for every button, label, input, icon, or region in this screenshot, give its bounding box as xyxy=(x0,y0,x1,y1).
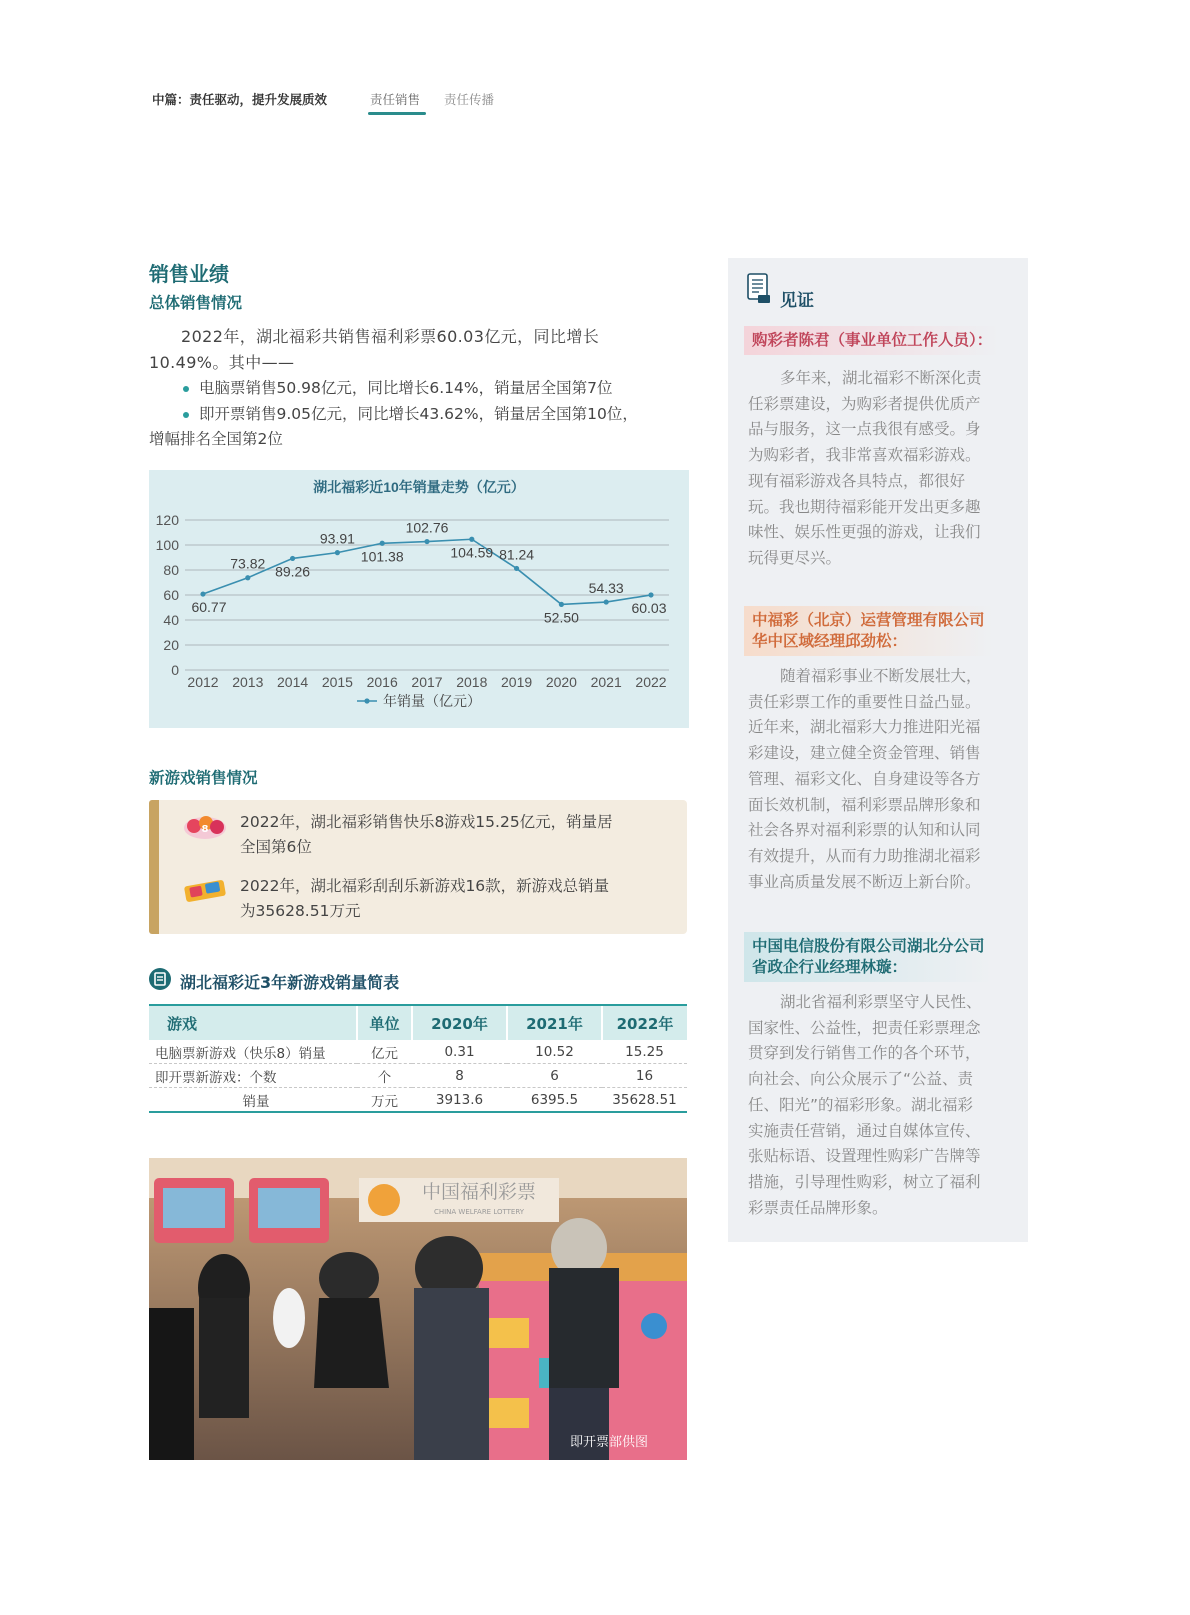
data-point xyxy=(245,575,250,580)
testimonial-speaker xyxy=(744,326,1000,355)
bullet-text: 即开票销售9.05亿元，同比增长43.62%，销量居全国第10位， xyxy=(199,404,638,423)
panel-accent-bar xyxy=(149,800,159,934)
speaker-line: 购彩者陈君（事业单位工作人员）： xyxy=(752,331,993,349)
data-label: 54.33 xyxy=(588,580,624,597)
data-label: 81.24 xyxy=(499,546,535,563)
table-cell: 15.25 xyxy=(602,1040,687,1064)
data-point xyxy=(200,591,205,596)
table-header-cell: 2022年 xyxy=(602,1005,687,1040)
data-point xyxy=(514,566,519,571)
x-tick-label: 2016 xyxy=(366,674,398,690)
body-line: 社会各界对福利彩票的认知和认同 xyxy=(748,821,981,840)
testimonial-body xyxy=(748,366,1010,572)
body-line: 责任彩票工作的重要性日益凸显。 xyxy=(748,692,981,711)
legend-marker-icon xyxy=(364,698,369,703)
data-label: 60.77 xyxy=(191,599,227,616)
x-tick-label: 2017 xyxy=(411,674,443,690)
body-line: 贯穿到发行销售工作的各个环节， xyxy=(748,1044,981,1063)
scratch-card-logo-icon xyxy=(182,875,228,909)
data-label: 52.50 xyxy=(543,609,579,626)
intro-line-2: 10.49%。其中—— xyxy=(149,353,295,372)
y-tick-label: 0 xyxy=(171,662,179,678)
table-row xyxy=(149,1040,687,1064)
sidebar-title: 见证 xyxy=(780,291,814,311)
table-cell: 万元 xyxy=(357,1088,412,1113)
x-tick-label: 2015 xyxy=(321,674,353,690)
legend-label: 年销量（亿元） xyxy=(383,693,481,709)
intro-line-1: 2022年，湖北福彩共销售福利彩票60.03亿元，同比增长 xyxy=(181,327,600,346)
body-line: 事业高质量发展不断迈上新台阶。 xyxy=(748,872,981,891)
new-game-line: 2022年，湖北福彩销售快乐8游戏15.25亿元，销量居 xyxy=(240,813,613,831)
x-tick-label: 2013 xyxy=(232,674,264,690)
body-line: 现有福彩游戏各具特点，都很好 xyxy=(748,471,966,490)
x-tick-label: 2021 xyxy=(590,674,622,690)
data-point xyxy=(648,592,653,597)
table-cell: 6395.5 xyxy=(507,1088,602,1113)
body-line: 措施，引导理性购彩，树立了福利 xyxy=(748,1172,981,1191)
lottery-store-photo xyxy=(149,1158,687,1460)
data-label: 104.59 xyxy=(450,544,494,561)
tab-responsible-sales[interactable]: 责任销售 xyxy=(370,92,421,107)
table-cell: 6 xyxy=(507,1064,602,1088)
bullet-dot-icon xyxy=(183,412,189,418)
body-line: 玩。我也期待福彩能开发出更多趣 xyxy=(748,497,981,516)
data-point xyxy=(335,550,340,555)
y-tick-label: 120 xyxy=(155,512,179,528)
document-icon xyxy=(746,273,772,305)
section-title: 销售业绩 xyxy=(149,262,229,286)
body-line: 实施责任营销，通过自媒体宣传、 xyxy=(748,1121,981,1140)
body-line: 面长效机制，福利彩票品牌形象和 xyxy=(748,795,981,814)
body-line: 有效提升，从而有力助推湖北福彩 xyxy=(748,846,981,865)
x-tick-label: 2012 xyxy=(187,674,219,690)
body-line: 味性、娱乐性更强的游戏，让我们 xyxy=(748,523,981,542)
table-row xyxy=(149,1088,687,1113)
data-point xyxy=(380,541,385,546)
data-point xyxy=(469,537,474,542)
body-line: 为购彩者，我非常喜欢福彩游戏。 xyxy=(748,446,981,465)
table-cell: 亿元 xyxy=(357,1040,412,1064)
data-label: 73.82 xyxy=(230,555,266,572)
y-tick-label: 100 xyxy=(155,537,179,553)
body-line: 品与服务，这一点我很有感受。身 xyxy=(748,420,981,439)
y-tick-label: 40 xyxy=(163,612,179,628)
testimonial-speaker xyxy=(744,606,993,656)
chart-title: 湖北福彩近10年销量走势（亿元） xyxy=(313,479,525,495)
table-cell: 10.52 xyxy=(507,1040,602,1064)
bullet-dot-icon xyxy=(183,386,189,392)
speaker-line: 省政企行业经理林璇： xyxy=(752,958,908,976)
sales-trend-chart xyxy=(149,470,689,728)
y-tick-label: 20 xyxy=(163,637,179,653)
body-line: 国家性、公益性，把责任彩票理念 xyxy=(748,1018,981,1037)
bullet-item xyxy=(149,376,689,402)
bullet-item xyxy=(149,402,689,428)
body-line: 多年来，湖北福彩不断深化责 xyxy=(780,369,982,387)
data-label: 93.91 xyxy=(319,530,355,547)
chart-svg xyxy=(149,470,689,728)
y-tick-label: 80 xyxy=(163,562,179,578)
body-line: 玩得更尽兴。 xyxy=(748,548,842,567)
table-cell: 销量 xyxy=(149,1088,357,1113)
data-point xyxy=(604,599,609,604)
new-game-line: 为35628.51万元 xyxy=(240,902,361,920)
speaker-line: 中国电信股份有限公司湖北分公司 xyxy=(752,937,985,955)
body-line: 随着福彩事业不断发展壮大， xyxy=(780,667,982,685)
table-cell: 即开票新游戏：个数 xyxy=(149,1064,357,1088)
table-list-icon xyxy=(149,968,171,990)
table-header-cell: 2021年 xyxy=(507,1005,602,1040)
body-line: 彩建设，建立健全资金管理、销售 xyxy=(748,744,981,763)
new-game-item xyxy=(240,810,670,860)
table-header-cell: 游戏 xyxy=(149,1005,357,1040)
table-cell: 电脑票新游戏（快乐8）销量 xyxy=(149,1040,357,1064)
tab-responsible-communication[interactable]: 责任传播 xyxy=(444,92,495,107)
body-line: 任、阳光”的福彩形象。湖北福彩 xyxy=(748,1095,974,1114)
data-label: 101.38 xyxy=(360,548,404,565)
table-cell: 8 xyxy=(412,1064,507,1088)
body-line: 近年来，湖北福彩大力推进阳光福 xyxy=(748,718,981,737)
intro-paragraph xyxy=(149,324,689,376)
table-cell: 35628.51 xyxy=(602,1088,687,1113)
table-header-cell: 2020年 xyxy=(412,1005,507,1040)
table-cell: 3913.6 xyxy=(412,1088,507,1113)
speaker-line: 中福彩（北京）运营管理有限公司 xyxy=(752,611,985,629)
svg-text:8: 8 xyxy=(201,824,209,835)
testimonial-speaker xyxy=(744,932,993,982)
data-point xyxy=(559,602,564,607)
bullet-continuation: 增幅排名全国第2位 xyxy=(149,430,283,448)
body-line: 湖北省福利彩票坚守人民性、 xyxy=(780,993,982,1011)
table-row xyxy=(149,1064,687,1088)
body-line: 张贴标语、设置理性购彩广告牌等 xyxy=(748,1147,981,1166)
speaker-line: 华中区域经理邱劲松： xyxy=(752,632,908,650)
data-label: 89.26 xyxy=(275,563,311,580)
sales-bullets xyxy=(149,376,689,453)
table-cell: 0.31 xyxy=(412,1040,507,1064)
table-title: 湖北福彩近3年新游戏销量简表 xyxy=(180,973,400,992)
new-game-sales-title: 新游戏销售情况 xyxy=(149,769,258,787)
body-line: 任彩票建设，为购彩者提供优质产 xyxy=(748,394,981,413)
x-tick-label: 2020 xyxy=(545,674,577,690)
x-tick-label: 2022 xyxy=(635,674,667,690)
body-line: 管理、福彩文化、自身建设等各方 xyxy=(748,769,981,788)
data-label: 102.76 xyxy=(405,519,449,536)
active-tab-underline xyxy=(368,112,426,115)
testimonial-body xyxy=(748,990,1010,1221)
table-cell: 16 xyxy=(602,1064,687,1088)
body-line: 向社会、向公众展示了“公益、责 xyxy=(748,1070,974,1089)
new-game-line: 全国第6位 xyxy=(240,838,312,856)
table-header-row xyxy=(149,1005,687,1040)
body-line: 彩票责任品牌形象。 xyxy=(748,1198,888,1217)
data-label: 60.03 xyxy=(631,599,667,616)
bullet-text: 电脑票销售50.98亿元，同比增长6.14%，销量居全国第7位 xyxy=(199,379,613,397)
photo-sign-text: 中国福利彩票 xyxy=(421,1181,537,1203)
x-tick-label: 2019 xyxy=(501,674,533,690)
testimonial-body xyxy=(748,664,1010,895)
table-cell: 个 xyxy=(357,1064,412,1088)
photo-caption: 即开票部供图 xyxy=(569,1435,649,1450)
kuaile8-logo-icon xyxy=(182,812,228,846)
new-game-sales-table xyxy=(149,1004,687,1113)
data-point xyxy=(424,539,429,544)
table-header-cell: 单位 xyxy=(357,1005,412,1040)
breadcrumb: 中篇：责任驱动，提升发展质效 xyxy=(152,92,328,107)
x-tick-label: 2018 xyxy=(456,674,488,690)
y-tick-label: 60 xyxy=(163,587,179,603)
new-game-item xyxy=(240,874,670,924)
x-tick-label: 2014 xyxy=(277,674,309,690)
data-point xyxy=(290,556,295,561)
photo-sign-en: CHINA WELFARE LOTTERY xyxy=(433,1208,525,1216)
new-game-line: 2022年，湖北福彩刮刮乐新游戏16款，新游戏总销量 xyxy=(240,877,610,895)
overall-sales-title: 总体销售情况 xyxy=(149,294,243,312)
